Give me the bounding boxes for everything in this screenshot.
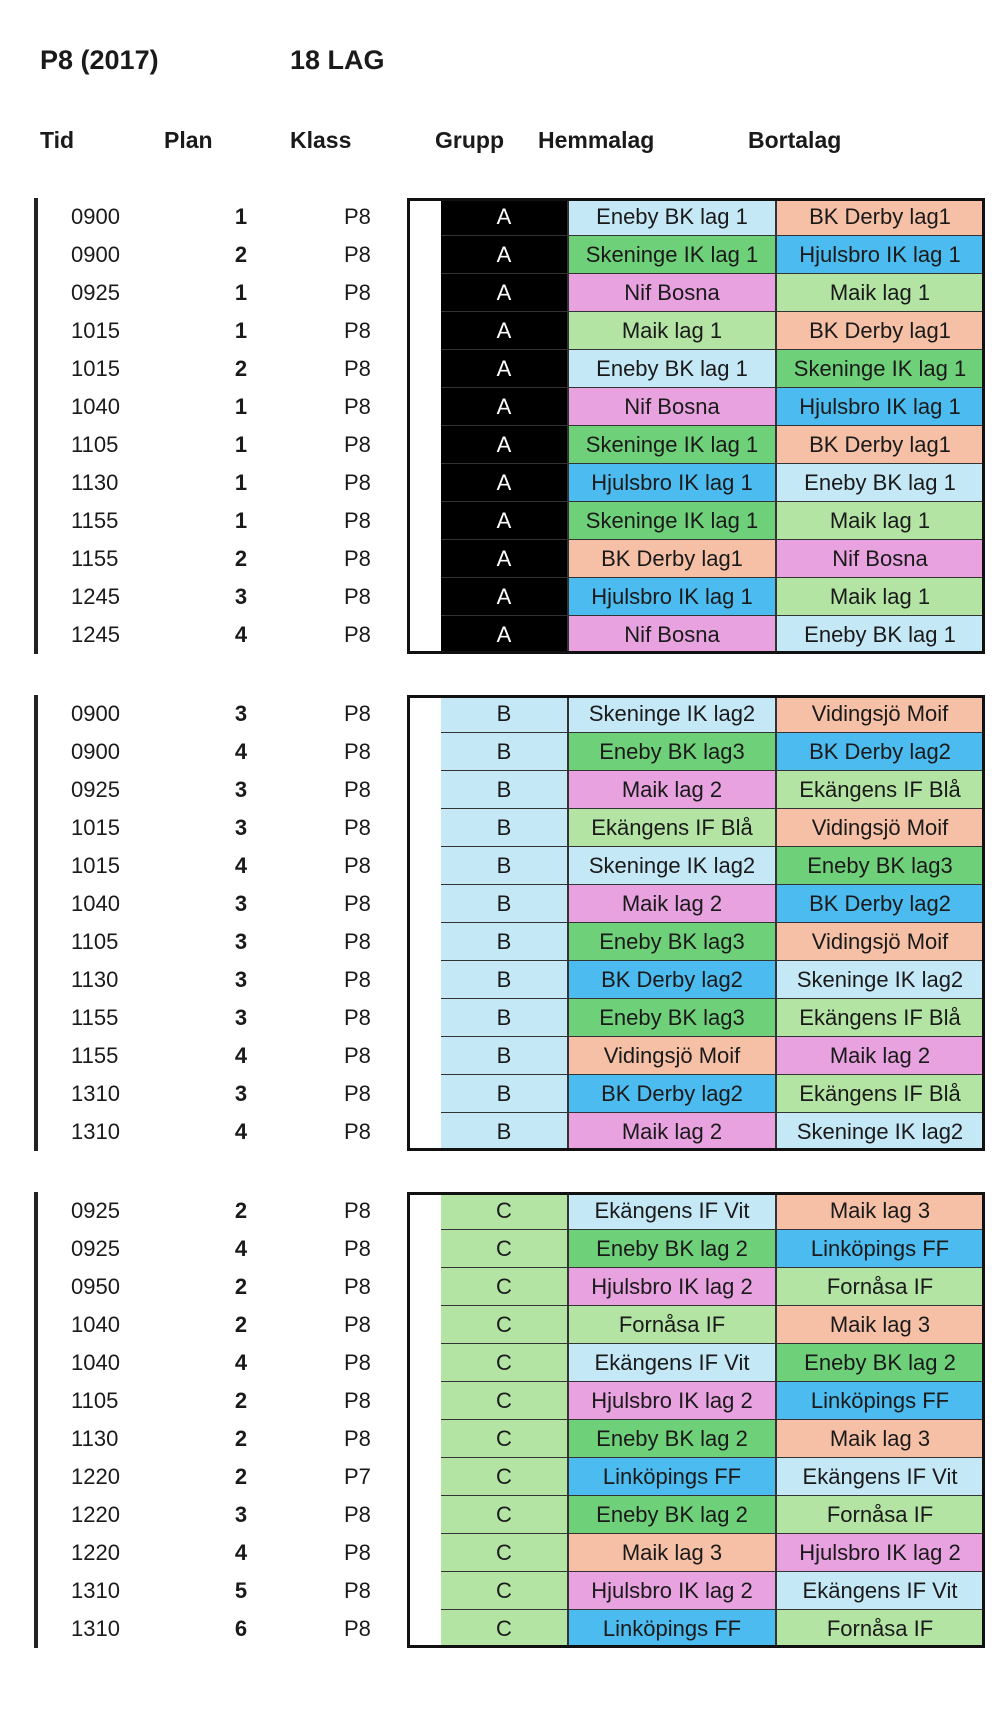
match-group: C xyxy=(441,1496,569,1534)
page-title: P8 (2017) xyxy=(40,45,159,75)
match-field-number: 2 xyxy=(234,242,248,267)
match-time: 1220 xyxy=(71,1502,120,1527)
match-time: 1220 xyxy=(71,1464,120,1489)
away-team: Skeninge IK lag 1 xyxy=(777,350,985,388)
match-row xyxy=(34,885,989,923)
match-group: B xyxy=(441,847,569,885)
away-team: BK Derby lag1 xyxy=(777,198,985,236)
match-class: P8 xyxy=(344,1081,371,1106)
away-team: BK Derby lag1 xyxy=(777,312,985,350)
match-class: P8 xyxy=(344,1426,371,1451)
match-time: 1040 xyxy=(71,394,120,419)
match-field-number: 2 xyxy=(234,1198,248,1223)
column-header-hemmalag: Hemmalag xyxy=(538,127,655,153)
match-time: 1245 xyxy=(71,584,120,609)
match-time: 0925 xyxy=(71,1236,120,1261)
match-time: 1155 xyxy=(71,546,119,571)
match-time: 1310 xyxy=(71,1616,120,1641)
match-class: P8 xyxy=(344,584,371,609)
match-field-number: 3 xyxy=(234,1005,248,1030)
match-field-number: 3 xyxy=(234,891,248,916)
match-group: A xyxy=(441,540,569,578)
away-team: Maik lag 1 xyxy=(777,274,985,312)
match-row xyxy=(34,1344,989,1382)
match-group: A xyxy=(441,464,569,502)
match-time: 1310 xyxy=(71,1578,120,1603)
match-class: P8 xyxy=(344,1388,371,1413)
home-team: Linköpings FF xyxy=(569,1458,777,1496)
home-team: Hjulsbro IK lag 2 xyxy=(569,1382,777,1420)
match-class: P8 xyxy=(344,546,371,571)
away-team: Fornåsa IF xyxy=(777,1268,985,1306)
match-time: 1015 xyxy=(71,853,120,878)
away-team: Maik lag 3 xyxy=(777,1192,985,1230)
away-team: Hjulsbro IK lag 1 xyxy=(777,388,985,426)
home-team: Maik lag 2 xyxy=(569,885,777,923)
match-class: P8 xyxy=(344,1540,371,1565)
match-group: B xyxy=(441,961,569,999)
match-class: P8 xyxy=(344,432,371,457)
match-group: C xyxy=(441,1382,569,1420)
match-field-number: 3 xyxy=(234,967,248,992)
match-field-number: 6 xyxy=(234,1616,248,1641)
away-team: Fornåsa IF xyxy=(777,1610,985,1648)
match-group: B xyxy=(441,923,569,961)
match-row xyxy=(34,961,989,999)
match-group: B xyxy=(441,695,569,733)
match-group: C xyxy=(441,1420,569,1458)
match-field-number: 4 xyxy=(234,739,248,764)
match-field-number: 2 xyxy=(234,1426,248,1451)
match-field-number: 4 xyxy=(234,622,248,647)
match-class: P8 xyxy=(344,318,371,343)
home-team: Eneby BK lag 1 xyxy=(569,198,777,236)
match-group: B xyxy=(441,733,569,771)
match-field-number: 1 xyxy=(234,204,248,229)
away-team: BK Derby lag1 xyxy=(777,426,985,464)
match-field-number: 3 xyxy=(234,815,248,840)
match-time: 1040 xyxy=(71,1350,120,1375)
match-row xyxy=(34,809,989,847)
match-row xyxy=(34,1113,989,1151)
match-time: 1105 xyxy=(71,432,119,457)
match-row xyxy=(34,1037,989,1075)
match-row xyxy=(34,733,989,771)
match-row xyxy=(34,616,989,654)
home-team: Maik lag 1 xyxy=(569,312,777,350)
match-row xyxy=(34,1230,989,1268)
match-row xyxy=(34,236,989,274)
match-group: B xyxy=(441,999,569,1037)
away-team: Eneby BK lag 1 xyxy=(777,616,985,654)
match-group: B xyxy=(441,1113,569,1151)
match-class: P7 xyxy=(344,1464,371,1489)
home-team: Hjulsbro IK lag 1 xyxy=(569,464,777,502)
match-row xyxy=(34,771,989,809)
match-field-number: 2 xyxy=(234,1464,248,1489)
away-team: Maik lag 1 xyxy=(777,502,985,540)
match-row xyxy=(34,1192,989,1230)
match-class: P8 xyxy=(344,204,371,229)
match-row xyxy=(34,1420,989,1458)
match-field-number: 3 xyxy=(234,1081,248,1106)
column-header-tid: Tid xyxy=(40,127,75,153)
match-group: A xyxy=(441,502,569,540)
match-row xyxy=(34,502,989,540)
home-team: Eneby BK lag3 xyxy=(569,923,777,961)
match-field-number: 1 xyxy=(234,394,248,419)
column-header-bortalag: Bortalag xyxy=(748,127,842,153)
home-team: BK Derby lag2 xyxy=(569,1075,777,1113)
away-team: Hjulsbro IK lag 2 xyxy=(777,1534,985,1572)
away-team: Linköpings FF xyxy=(777,1230,985,1268)
match-row xyxy=(34,312,989,350)
away-team: Ekängens IF Vit xyxy=(777,1572,985,1610)
away-team: Skeninge IK lag2 xyxy=(777,961,985,999)
home-team: Eneby BK lag3 xyxy=(569,733,777,771)
match-field-number: 3 xyxy=(234,777,248,802)
match-time: 1130 xyxy=(71,1426,119,1451)
away-team: Linköpings FF xyxy=(777,1382,985,1420)
group-block-b xyxy=(34,695,964,1151)
away-team: Fornåsa IF xyxy=(777,1496,985,1534)
match-row xyxy=(34,464,989,502)
home-team: Skeninge IK lag2 xyxy=(569,847,777,885)
match-time: 1310 xyxy=(71,1081,120,1106)
match-time: 1155 xyxy=(71,1043,119,1068)
home-team: Linköpings FF xyxy=(569,1610,777,1648)
match-class: P8 xyxy=(344,242,371,267)
match-class: P8 xyxy=(344,739,371,764)
match-class: P8 xyxy=(344,394,371,419)
match-class: P8 xyxy=(344,1502,371,1527)
match-group: A xyxy=(441,388,569,426)
match-field-number: 4 xyxy=(234,1540,248,1565)
away-team: Eneby BK lag 2 xyxy=(777,1344,985,1382)
match-row xyxy=(34,1382,989,1420)
match-class: P8 xyxy=(344,622,371,647)
away-team: Vidingsjö Moif xyxy=(777,695,985,733)
match-group: A xyxy=(441,426,569,464)
column-header-plan: Plan xyxy=(164,127,213,153)
home-team: Nif Bosna xyxy=(569,616,777,654)
match-group: C xyxy=(441,1306,569,1344)
home-team: Ekängens IF Blå xyxy=(569,809,777,847)
home-team: Maik lag 2 xyxy=(569,771,777,809)
match-time: 1130 xyxy=(71,967,119,992)
match-class: P8 xyxy=(344,1198,371,1223)
home-team: Hjulsbro IK lag 2 xyxy=(569,1268,777,1306)
match-row xyxy=(34,1075,989,1113)
away-team: Ekängens IF Blå xyxy=(777,999,985,1037)
match-class: P8 xyxy=(344,280,371,305)
match-time: 0900 xyxy=(71,701,120,726)
match-row xyxy=(34,923,989,961)
away-team: Ekängens IF Blå xyxy=(777,1075,985,1113)
match-class: P8 xyxy=(344,815,371,840)
match-field-number: 3 xyxy=(234,929,248,954)
match-time: 0950 xyxy=(71,1274,120,1299)
match-time: 1040 xyxy=(71,891,120,916)
match-class: P8 xyxy=(344,1312,371,1337)
match-group: A xyxy=(441,198,569,236)
match-time: 1015 xyxy=(71,318,120,343)
match-time: 0925 xyxy=(71,1198,120,1223)
match-field-number: 4 xyxy=(234,1350,248,1375)
away-team: BK Derby lag2 xyxy=(777,733,985,771)
match-group: B xyxy=(441,1075,569,1113)
home-team: Fornåsa IF xyxy=(569,1306,777,1344)
match-group: A xyxy=(441,578,569,616)
match-class: P8 xyxy=(344,1578,371,1603)
match-group: A xyxy=(441,236,569,274)
group-block-c xyxy=(34,1192,961,1648)
match-row xyxy=(34,847,989,885)
away-team: Maik lag 3 xyxy=(777,1420,985,1458)
match-time: 0900 xyxy=(71,204,120,229)
match-field-number: 3 xyxy=(234,1502,248,1527)
match-group: C xyxy=(441,1268,569,1306)
match-time: 1130 xyxy=(71,470,119,495)
match-class: P8 xyxy=(344,1350,371,1375)
match-group: C xyxy=(441,1610,569,1648)
match-time: 0925 xyxy=(71,777,120,802)
home-team: Eneby BK lag 2 xyxy=(569,1230,777,1268)
match-time: 1105 xyxy=(71,1388,119,1413)
match-time: 0925 xyxy=(71,280,120,305)
home-team: Eneby BK lag 2 xyxy=(569,1496,777,1534)
away-team: Skeninge IK lag2 xyxy=(777,1113,985,1151)
match-group: B xyxy=(441,885,569,923)
match-time: 1015 xyxy=(71,815,120,840)
match-field-number: 2 xyxy=(234,1388,248,1413)
match-row xyxy=(34,198,989,236)
match-time: 1105 xyxy=(71,929,119,954)
match-class: P8 xyxy=(344,967,371,992)
home-team: BK Derby lag1 xyxy=(569,540,777,578)
match-class: P8 xyxy=(344,929,371,954)
match-class: P8 xyxy=(344,356,371,381)
match-class: P8 xyxy=(344,1119,371,1144)
match-time: 1245 xyxy=(71,622,120,647)
away-team: Hjulsbro IK lag 1 xyxy=(777,236,985,274)
match-row xyxy=(34,388,989,426)
match-group: C xyxy=(441,1458,569,1496)
match-group: C xyxy=(441,1534,569,1572)
away-team: Eneby BK lag3 xyxy=(777,847,985,885)
match-row xyxy=(34,1610,989,1648)
away-team: Maik lag 1 xyxy=(777,578,985,616)
match-field-number: 4 xyxy=(234,853,248,878)
match-group: C xyxy=(441,1230,569,1268)
match-row xyxy=(34,1534,989,1572)
match-field-number: 1 xyxy=(234,318,248,343)
match-group: A xyxy=(441,274,569,312)
match-group: C xyxy=(441,1572,569,1610)
match-field-number: 3 xyxy=(234,584,248,609)
match-row xyxy=(34,1306,989,1344)
away-team: Ekängens IF Blå xyxy=(777,771,985,809)
team-count: 18 LAG xyxy=(290,45,385,75)
match-field-number: 2 xyxy=(234,1312,248,1337)
away-team: Vidingsjö Moif xyxy=(777,923,985,961)
match-class: P8 xyxy=(344,1005,371,1030)
match-class: P8 xyxy=(344,470,371,495)
match-field-number: 1 xyxy=(234,470,248,495)
match-group: B xyxy=(441,1037,569,1075)
home-team: Maik lag 2 xyxy=(569,1113,777,1151)
match-time: 1310 xyxy=(71,1119,120,1144)
match-class: P8 xyxy=(344,853,371,878)
match-time: 1220 xyxy=(71,1540,120,1565)
home-team: Skeninge IK lag2 xyxy=(569,695,777,733)
match-field-number: 1 xyxy=(234,280,248,305)
group-block-a xyxy=(34,198,967,654)
home-team: Skeninge IK lag 1 xyxy=(569,236,777,274)
match-row xyxy=(34,999,989,1037)
match-row xyxy=(34,1496,989,1534)
home-team: Eneby BK lag3 xyxy=(569,999,777,1037)
match-group: A xyxy=(441,350,569,388)
match-row xyxy=(34,540,989,578)
match-class: P8 xyxy=(344,1043,371,1068)
match-field-number: 1 xyxy=(234,508,248,533)
away-team: Vidingsjö Moif xyxy=(777,809,985,847)
home-team: Hjulsbro IK lag 2 xyxy=(569,1572,777,1610)
match-group: C xyxy=(441,1344,569,1382)
match-field-number: 3 xyxy=(234,701,248,726)
match-row xyxy=(34,1572,989,1610)
match-row xyxy=(34,695,989,733)
match-group: B xyxy=(441,809,569,847)
home-team: Skeninge IK lag 1 xyxy=(569,502,777,540)
match-row xyxy=(34,578,989,616)
match-time: 0900 xyxy=(71,739,120,764)
home-team: Vidingsjö Moif xyxy=(569,1037,777,1075)
match-class: P8 xyxy=(344,891,371,916)
match-field-number: 4 xyxy=(234,1043,248,1068)
match-field-number: 2 xyxy=(234,546,248,571)
match-group: A xyxy=(441,312,569,350)
match-class: P8 xyxy=(344,508,371,533)
match-class: P8 xyxy=(344,777,371,802)
column-header-grupp: Grupp xyxy=(435,127,504,153)
home-team: Eneby BK lag 1 xyxy=(569,350,777,388)
match-group: C xyxy=(441,1192,569,1230)
match-class: P8 xyxy=(344,701,371,726)
away-team: BK Derby lag2 xyxy=(777,885,985,923)
match-group: A xyxy=(441,616,569,654)
match-group: B xyxy=(441,771,569,809)
away-team: Nif Bosna xyxy=(777,540,985,578)
match-row xyxy=(34,350,989,388)
match-row xyxy=(34,1458,989,1496)
match-field-number: 5 xyxy=(234,1578,248,1603)
match-time: 1155 xyxy=(71,1005,119,1030)
match-class: P8 xyxy=(344,1616,371,1641)
match-time: 1015 xyxy=(71,356,120,381)
match-time: 0900 xyxy=(71,242,120,267)
away-team: Maik lag 2 xyxy=(777,1037,985,1075)
match-row xyxy=(34,274,989,312)
home-team: Nif Bosna xyxy=(569,388,777,426)
home-team: BK Derby lag2 xyxy=(569,961,777,999)
match-class: P8 xyxy=(344,1236,371,1261)
match-field-number: 4 xyxy=(234,1236,248,1261)
home-team: Nif Bosna xyxy=(569,274,777,312)
match-field-number: 2 xyxy=(234,1274,248,1299)
match-field-number: 2 xyxy=(234,356,248,381)
away-team: Eneby BK lag 1 xyxy=(777,464,985,502)
away-team: Ekängens IF Vit xyxy=(777,1458,985,1496)
home-team: Ekängens IF Vit xyxy=(569,1192,777,1230)
match-class: P8 xyxy=(344,1274,371,1299)
match-row xyxy=(34,426,989,464)
home-team: Hjulsbro IK lag 1 xyxy=(569,578,777,616)
home-team: Maik lag 3 xyxy=(569,1534,777,1572)
match-field-number: 1 xyxy=(234,432,248,457)
home-team: Skeninge IK lag 1 xyxy=(569,426,777,464)
home-team: Ekängens IF Vit xyxy=(569,1344,777,1382)
away-team: Maik lag 3 xyxy=(777,1306,985,1344)
match-time: 1040 xyxy=(71,1312,120,1337)
home-team: Eneby BK lag 2 xyxy=(569,1420,777,1458)
match-field-number: 4 xyxy=(234,1119,248,1144)
match-time: 1155 xyxy=(71,508,119,533)
column-header-klass: Klass xyxy=(290,127,352,153)
match-row xyxy=(34,1268,989,1306)
